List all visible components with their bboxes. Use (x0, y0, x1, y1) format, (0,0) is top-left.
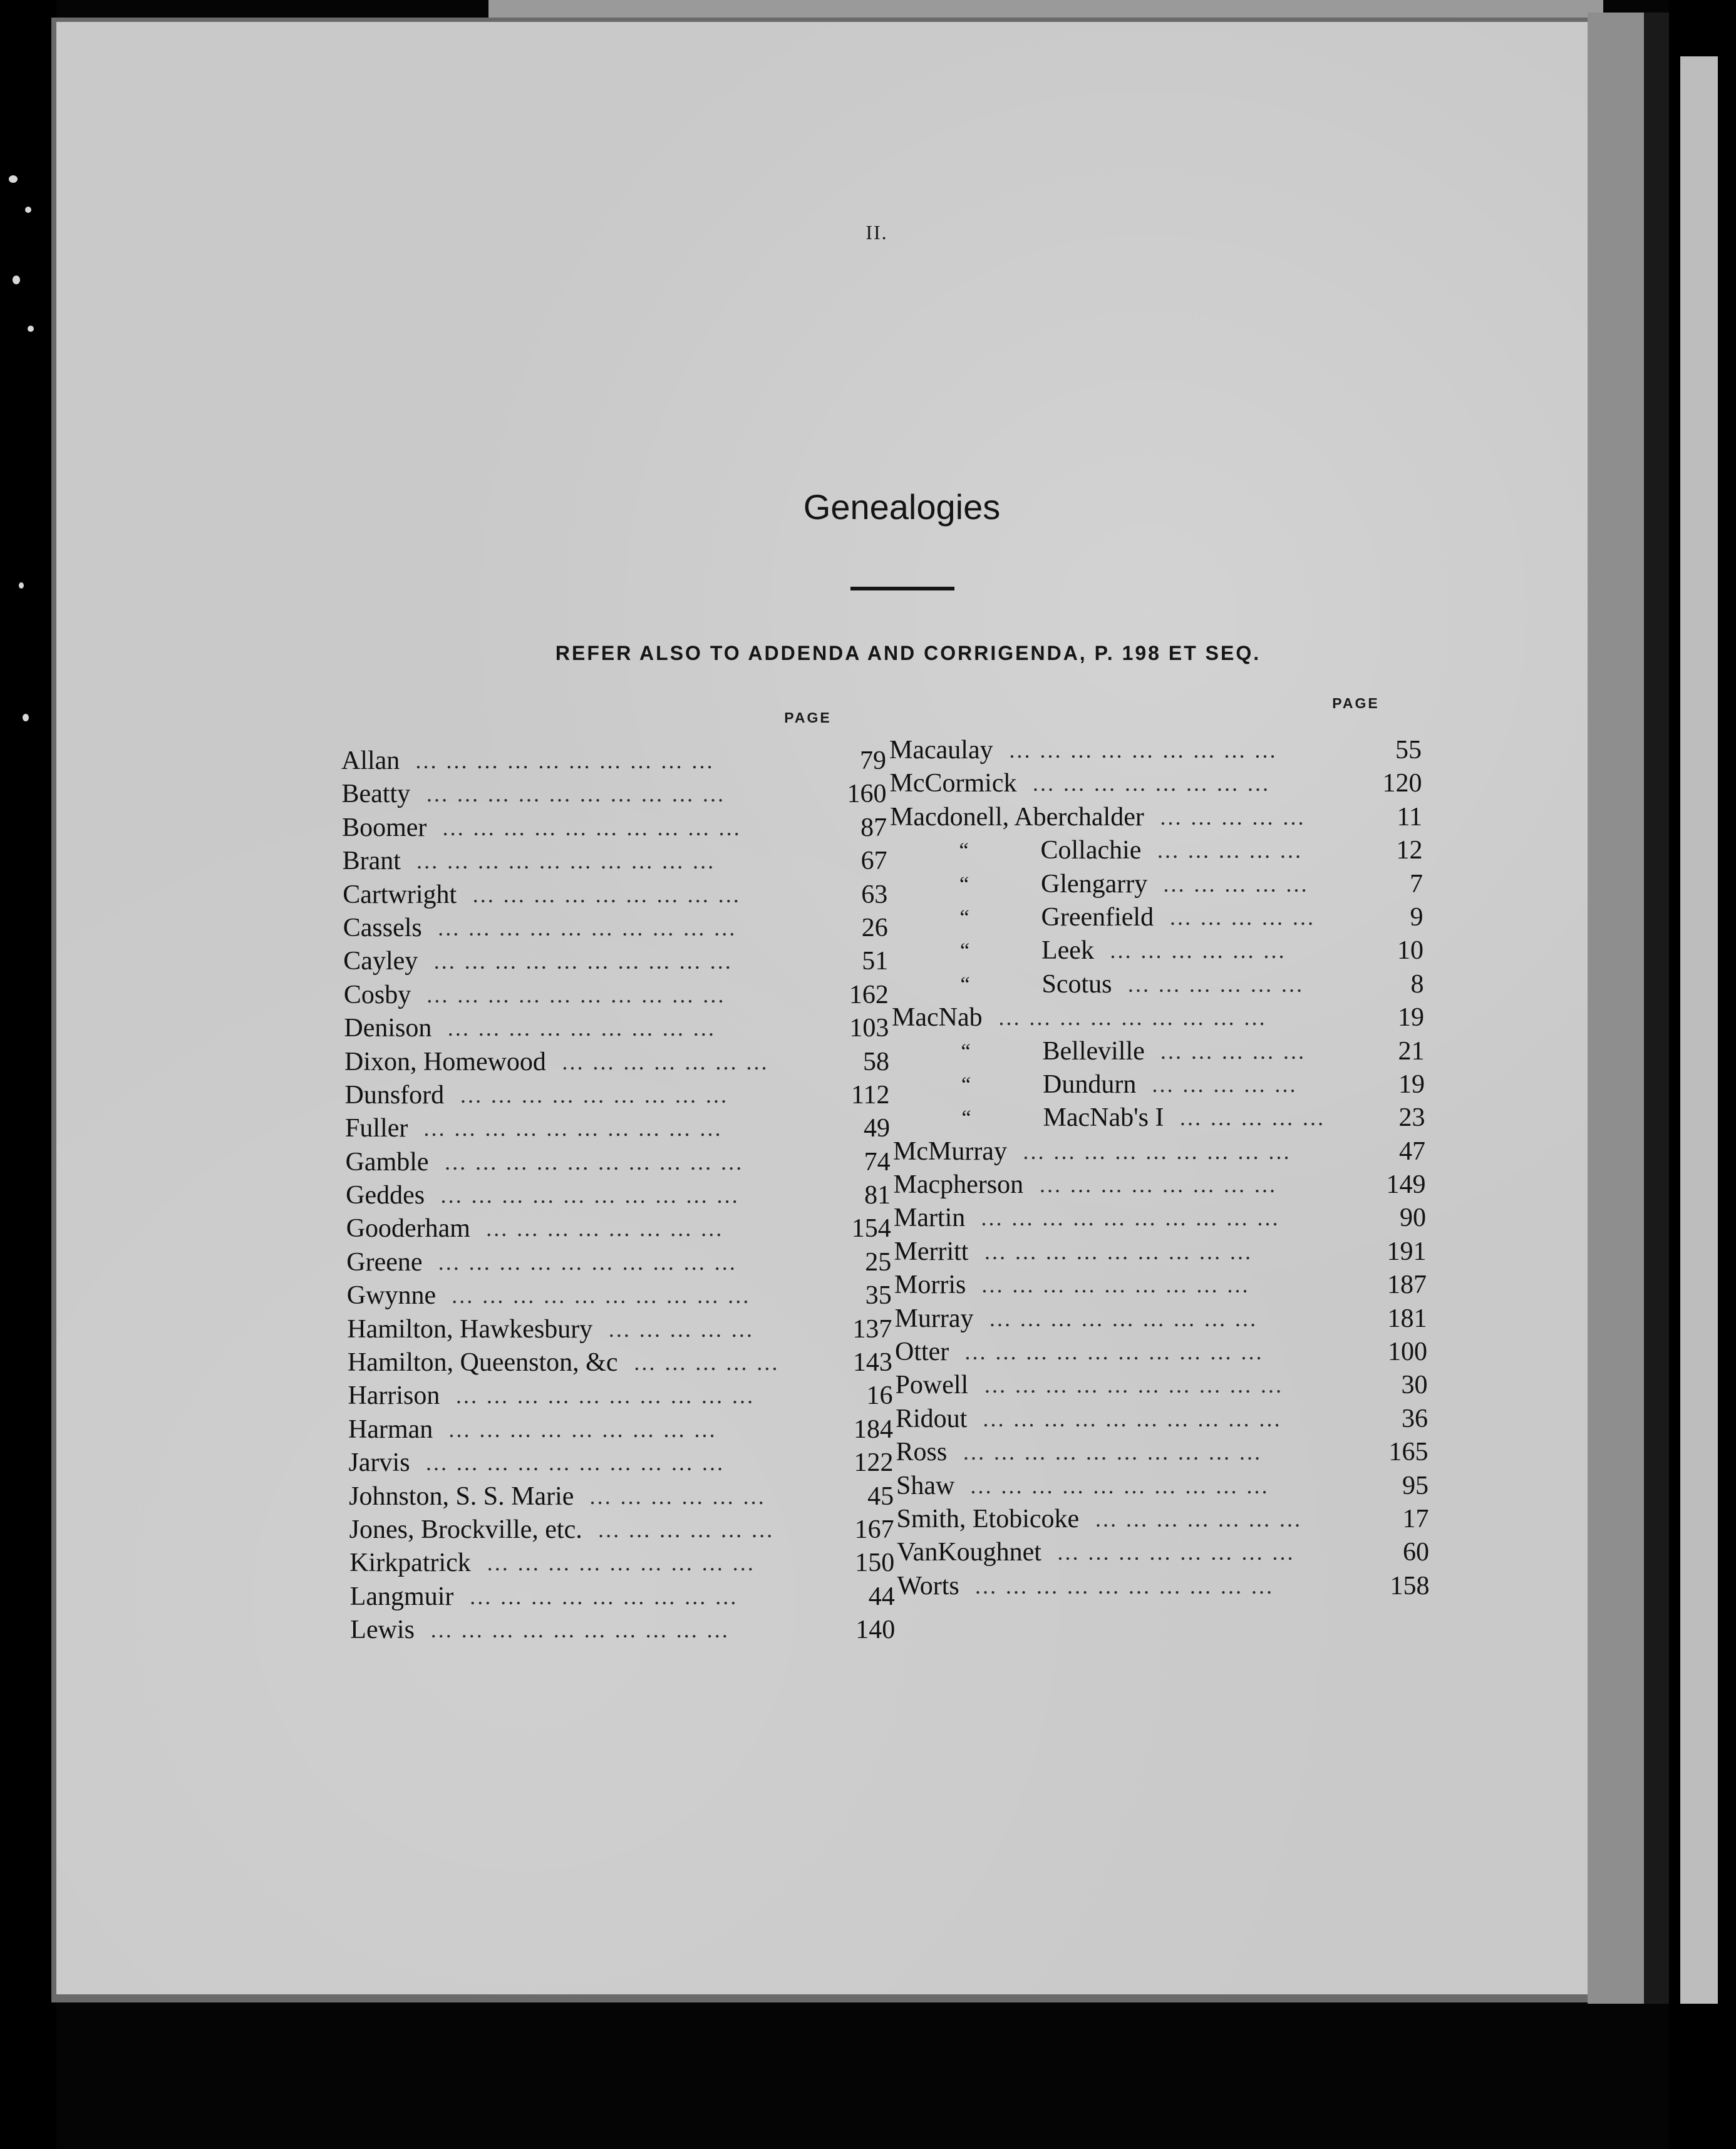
index-entry (347, 1279, 917, 1312)
leader-dots: … … … … … … … … … … (964, 1339, 1264, 1365)
index-entry (891, 834, 1454, 867)
ditto-mark: “ (961, 1039, 971, 1063)
entry-name: Cassels (343, 913, 422, 942)
entry-name: Shaw (896, 1471, 955, 1500)
index-entry (342, 812, 912, 845)
entry-page-number: 30 (1401, 1371, 1428, 1400)
entry-name: Ross (896, 1438, 948, 1467)
entry-name: Macaulay (889, 736, 993, 765)
entry-name: Allan (341, 746, 400, 775)
index-entry (894, 1269, 1458, 1302)
index-entry (889, 734, 1453, 767)
leader-dots: … … … … … … … … … (1022, 1138, 1291, 1164)
leader-dots: … … … … … … … … … (988, 1306, 1258, 1331)
entry-name: Powell (895, 1371, 969, 1400)
index-entry (344, 1012, 914, 1045)
index-entry (348, 1346, 917, 1379)
entry-page-number: 67 (860, 847, 887, 876)
index-entry (896, 1436, 1460, 1469)
index-entry (893, 1135, 1457, 1168)
entry-name: Hamilton, Hawkesbury (347, 1314, 593, 1344)
index-entry (892, 1035, 1456, 1068)
entry-name: Dixon, Homewood (344, 1047, 546, 1076)
entry-page-number: 150 (855, 1549, 895, 1578)
entry-name: Scotus (1041, 969, 1112, 999)
index-entry (346, 1246, 916, 1279)
index-entry (350, 1580, 920, 1614)
entry-name: Jarvis (348, 1448, 410, 1478)
leader-dots: … … … … … (633, 1350, 780, 1376)
leader-dots: … … … … … (1156, 838, 1303, 863)
entry-name: Fuller (345, 1114, 408, 1143)
leader-dots: … … … … … … … … … … (423, 1116, 723, 1141)
leader-dots: … … … … … … … … … (1008, 738, 1278, 763)
entry-page-number: 74 (864, 1147, 891, 1177)
index-entry (350, 1614, 920, 1647)
entry-name: Merritt (894, 1237, 969, 1266)
leader-dots: … … … … … (1159, 1038, 1306, 1064)
leader-dots: … … … … … … … … … … (430, 1617, 730, 1643)
page-title: Genealogies (803, 487, 1001, 527)
leader-dots: … … … … … … … … … … (437, 1249, 738, 1275)
leader-dots: … … … … … … … … … … (415, 748, 715, 773)
ditto-mark: “ (960, 939, 970, 963)
index-entry (891, 934, 1455, 967)
leader-dots: … … … … … (1162, 871, 1309, 897)
title-rule (850, 587, 954, 590)
index-entry (892, 968, 1455, 1001)
right-column-header: PAGE (1332, 695, 1380, 711)
entry-page-number: 149 (1386, 1170, 1426, 1200)
entry-name: Cosby (343, 980, 411, 1009)
entry-page-number: 51 (862, 947, 889, 976)
leader-dots: … … … … … … (1109, 938, 1286, 964)
entry-page-number: 7 (1410, 869, 1423, 899)
entry-page-number: 49 (864, 1114, 891, 1143)
leader-dots: … … … … … … … … … … (437, 915, 737, 941)
index-entry (897, 1570, 1461, 1603)
entry-page-number: 19 (1398, 1003, 1424, 1033)
entry-page-number: 8 (1410, 969, 1424, 999)
index-entry (345, 1079, 915, 1112)
entry-name: McMurray (893, 1136, 1007, 1166)
leader-dots: … … … … … … … … … … (443, 1149, 744, 1175)
index-entry (343, 945, 913, 978)
index-entry (349, 1480, 919, 1513)
index-entry (896, 1403, 1459, 1436)
leader-dots: … … … … … … (589, 1483, 767, 1509)
leader-dots: … … … … … … (597, 1517, 775, 1542)
leader-dots: … … … … … (1169, 904, 1316, 930)
index-entry (896, 1470, 1460, 1503)
index-entry (349, 1513, 919, 1547)
scan-left-border (0, 0, 56, 2149)
entry-page-number: 12 (1396, 836, 1423, 865)
leader-dots: … … … … … … … (1094, 1506, 1303, 1532)
entry-name: Geddes (346, 1181, 425, 1210)
leader-dots: … … … … … … … … … … (440, 1183, 740, 1208)
leader-dots: … … … … … … … … … … (425, 1450, 725, 1476)
entry-name: Boomer (342, 813, 427, 842)
index-entry (890, 801, 1454, 834)
entry-page-number: 36 (1402, 1404, 1428, 1433)
index-entry (896, 1369, 1459, 1402)
entry-name: McCormick (889, 769, 1017, 798)
entry-page-number: 103 (849, 1014, 889, 1043)
entry-page-number: 137 (852, 1314, 892, 1344)
entry-page-number: 35 (865, 1281, 892, 1311)
entry-page-number: 160 (847, 780, 887, 809)
index-entry (348, 1379, 917, 1413)
entry-page-number: 143 (852, 1348, 892, 1378)
entry-name: Worts (897, 1571, 959, 1600)
entry-page-number: 44 (868, 1582, 895, 1611)
leader-dots: … … … … … … … (561, 1049, 769, 1074)
leader-dots: … … … … … … … … … … (969, 1473, 1269, 1498)
index-entry (894, 1168, 1457, 1202)
entry-name: Johnston, S. S. Marie (349, 1482, 574, 1511)
leader-dots: … … … … … … … … … … (980, 1205, 1280, 1231)
entry-page-number: 181 (1387, 1304, 1427, 1333)
index-entry (349, 1547, 919, 1580)
index-entry (346, 1146, 916, 1179)
entry-name: Otter (895, 1337, 949, 1367)
leader-dots: … … … … … … … … (1031, 771, 1271, 796)
index-entry (344, 979, 914, 1012)
entry-name: MacNab (892, 1003, 983, 1033)
index-entry (342, 778, 912, 811)
entry-page-number: 81 (864, 1181, 891, 1210)
entry-page-number: 90 (1400, 1203, 1426, 1233)
entry-name: Cayley (343, 947, 418, 976)
leader-dots: … … … … … … … … … … (433, 949, 733, 974)
index-entry (349, 1446, 919, 1480)
entry-name: Gwynne (346, 1281, 437, 1311)
entry-name: Brant (342, 847, 401, 876)
index-entry (891, 901, 1455, 934)
leader-dots: … … … … … … … … … (983, 1239, 1253, 1264)
leader-dots: … … … … … … … … … … (982, 1406, 1282, 1431)
index-entry (343, 879, 912, 912)
entry-name: Macpherson (893, 1170, 1024, 1200)
leader-dots: … … … … … (607, 1316, 755, 1342)
entry-name: Martin (894, 1203, 966, 1233)
leader-dots: … … … … … … … … … (459, 1082, 729, 1108)
entry-page-number: 25 (865, 1247, 892, 1277)
index-entry (893, 1101, 1457, 1135)
entry-page-number: 100 (1388, 1337, 1427, 1367)
entry-page-number: 79 (860, 746, 886, 775)
leader-dots: … … … … … … … … … (998, 1005, 1267, 1031)
leader-dots: … … … … … … … … (485, 1216, 724, 1242)
entry-name: Glengarry (1041, 869, 1148, 899)
leader-dots: … … … … … … … … … … (983, 1373, 1284, 1398)
leader-dots: … … … … … … … … … … (974, 1573, 1274, 1599)
entry-page-number: 45 (867, 1482, 894, 1511)
entry-name: VanKoughnet (897, 1538, 1041, 1567)
entry-page-number: 19 (1398, 1069, 1425, 1099)
leader-dots: … … … … … … … … … … (450, 1283, 751, 1309)
leader-dots: … … … … … … … … … … (425, 982, 726, 1008)
entry-name: Beatty (341, 780, 411, 809)
page-spine (1588, 13, 1644, 2004)
entry-name: Harrison (348, 1381, 440, 1411)
ditto-mark: “ (959, 905, 969, 929)
index-entry (341, 745, 911, 778)
leader-dots: … … … … … … … … (1038, 1172, 1278, 1198)
entry-name: MacNab's I (1043, 1103, 1164, 1133)
entry-page-number: 95 (1402, 1471, 1429, 1500)
leader-dots: … … … … … … … … … (447, 1016, 716, 1041)
leader-dots: … … … … … (1151, 1071, 1298, 1097)
entry-name: Lewis (350, 1616, 415, 1645)
scan-right-border (1669, 0, 1736, 2149)
entry-page-number: 47 (1399, 1136, 1425, 1166)
leader-dots: … … … … … … … … … … (425, 781, 726, 807)
entry-name: Murray (894, 1304, 974, 1333)
page-gutter (1644, 13, 1669, 2004)
entry-page-number: 191 (1387, 1237, 1427, 1266)
index-entry (346, 1212, 916, 1245)
index-entry (892, 1001, 1455, 1034)
entry-name: Morris (894, 1270, 966, 1300)
leader-dots: … … … … … … … … … (472, 882, 741, 907)
index-entry (348, 1413, 918, 1446)
entry-name: Cartwright (343, 880, 457, 909)
leader-dots: … … … … … … … … … … (442, 815, 742, 840)
ditto-mark: “ (961, 1106, 971, 1130)
reference-note: REFER ALSO TO ADDENDA AND CORRIGENDA, P. 198 ET SEQ. (555, 642, 1261, 664)
ditto-mark: “ (959, 839, 969, 863)
leader-dots: … … … … … … … … … (448, 1416, 717, 1442)
entry-name: Jones, Brockville, etc. (349, 1515, 582, 1544)
index-entry (343, 845, 912, 878)
leader-dots: … … … … … … … … … (468, 1584, 738, 1609)
entry-name: Belleville (1042, 1036, 1145, 1066)
entry-page-number: 112 (851, 1080, 890, 1110)
entry-name: Kirkpatrick (349, 1549, 471, 1578)
entry-page-number: 87 (860, 813, 887, 842)
entry-name: Dundurn (1043, 1069, 1137, 1099)
entry-name: Greene (346, 1247, 423, 1277)
entry-page-number: 158 (1390, 1571, 1430, 1600)
leader-dots: … … … … … (1159, 804, 1306, 830)
leader-dots: … … … … … … … … … (981, 1272, 1250, 1298)
index-entry (346, 1179, 916, 1212)
left-index-column (341, 745, 911, 1647)
entry-name: Gamble (345, 1147, 429, 1177)
entry-page-number: 60 (1403, 1538, 1429, 1567)
book-page (56, 22, 1616, 1994)
entry-page-number: 26 (861, 913, 888, 942)
entry-name: Greenfield (1041, 902, 1154, 932)
right-index-column (889, 734, 1453, 1603)
entry-name: Denison (344, 1014, 432, 1043)
entry-page-number: 154 (851, 1214, 891, 1244)
entry-name: Harman (348, 1415, 433, 1444)
entry-page-number: 21 (1398, 1036, 1425, 1066)
entry-name: Hamilton, Queenston, &c (347, 1348, 618, 1378)
entry-page-number: 187 (1387, 1270, 1427, 1300)
leader-dots: … … … … … … … … … … (455, 1383, 755, 1409)
index-entry (895, 1336, 1459, 1369)
entry-page-number: 17 (1402, 1504, 1429, 1533)
entry-page-number: 167 (854, 1515, 894, 1544)
page-folio: II. (865, 221, 888, 244)
ditto-mark: “ (959, 872, 969, 896)
entry-page-number: 55 (1395, 736, 1422, 765)
entry-page-number: 10 (1397, 936, 1423, 966)
entry-page-number: 58 (862, 1047, 889, 1076)
index-entry (892, 1068, 1456, 1101)
index-entry (345, 1112, 915, 1145)
index-entry (894, 1235, 1458, 1269)
index-entry (895, 1302, 1459, 1336)
index-entry (347, 1313, 917, 1346)
entry-page-number: 122 (854, 1448, 894, 1478)
entry-page-number: 140 (855, 1616, 896, 1645)
left-column-header: PAGE (784, 709, 832, 726)
entry-page-number: 11 (1397, 802, 1422, 832)
leader-dots: … … … … … … … … … (486, 1550, 756, 1576)
entry-page-number: 23 (1398, 1103, 1425, 1133)
entry-page-number: 16 (866, 1381, 893, 1411)
entry-page-number: 165 (1388, 1438, 1429, 1467)
index-entry (891, 868, 1454, 901)
entry-name: Dunsford (344, 1080, 445, 1110)
index-entry (894, 1202, 1457, 1235)
index-entry (343, 912, 913, 945)
index-entry (897, 1503, 1460, 1536)
entry-name: Gooderham (346, 1214, 470, 1244)
leader-dots: … … … … … (1179, 1105, 1326, 1131)
index-entry (344, 1046, 914, 1079)
leader-dots: … … … … … … … … … … (962, 1440, 1263, 1465)
ditto-mark: “ (960, 972, 970, 996)
entry-page-number: 120 (1382, 769, 1422, 798)
entry-page-number: 63 (861, 880, 888, 909)
entry-page-number: 162 (849, 980, 889, 1009)
entry-name: Macdonell, Aberchalder (890, 802, 1144, 832)
entry-name: Ridout (896, 1404, 968, 1433)
entry-page-number: 184 (854, 1415, 893, 1444)
leader-dots: … … … … … … (1127, 971, 1305, 997)
entry-name: Leek (1041, 936, 1094, 966)
leader-dots: … … … … … … … … … … (415, 848, 716, 874)
index-entry (897, 1536, 1460, 1569)
entry-name: Langmuir (349, 1582, 454, 1611)
entry-name: Smith, Etobicoke (896, 1504, 1080, 1533)
entry-name: Collachie (1040, 836, 1142, 865)
entry-page-number: 9 (1410, 902, 1423, 932)
leader-dots: … … … … … … … … (1057, 1540, 1295, 1565)
index-entry (890, 767, 1454, 800)
ditto-mark: “ (961, 1073, 971, 1096)
